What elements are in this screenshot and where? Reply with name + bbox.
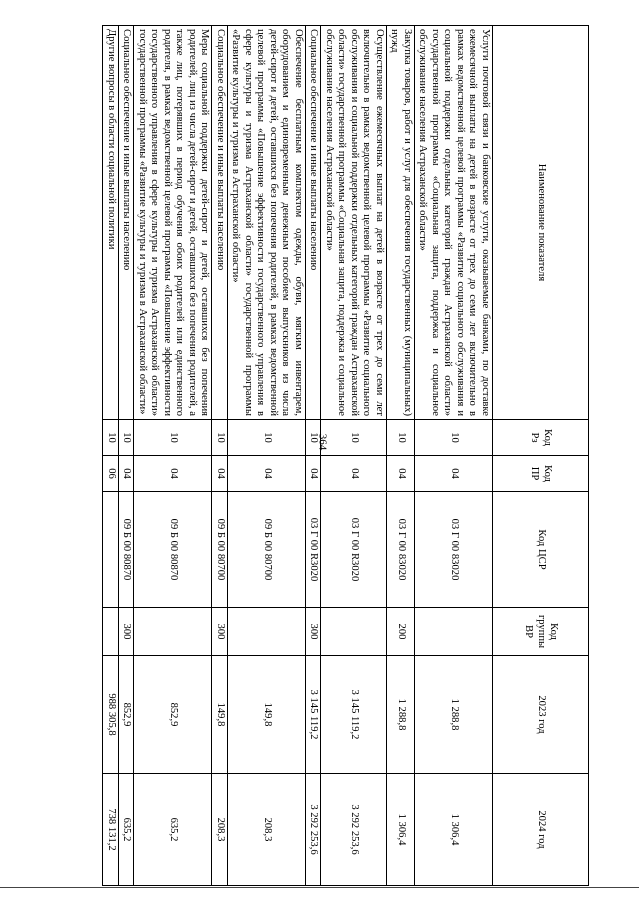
row-pr: 04 — [387, 456, 415, 492]
row-csr: 03 Г 00 R3020 — [321, 492, 387, 608]
row-2023: 1 288,8 — [415, 656, 493, 774]
row-pr: 04 — [119, 456, 135, 492]
row-2023: 1 288,8 — [387, 656, 415, 774]
row-vr — [103, 608, 119, 656]
row-2024: 1 306,4 — [387, 774, 415, 886]
row-csr: 09 Б 00 80700 — [212, 492, 228, 608]
row-pr: 04 — [134, 456, 212, 492]
row-name: Обеспечение бесплатным комплектом одежды, обуви, мягким инвентарем, оборудованием и единовременным денежным пособием выпускников из числа детей-сирот и детей, оставшихся без попечения родителей, в рамках ведомственной целевой программы «Повышение эффективности государственного управления в сфере культуры и туризма Астраханской области» государственной программы «Развитие культуры и туризма в Астраханской области» — [228, 26, 306, 420]
row-name: Закупка товаров, работ и услуг для обеспечения государственных (муниципальных) нужд — [387, 26, 415, 420]
row-2024: 3 292 253,6 — [306, 774, 322, 886]
header-csr: Код ЦСР — [493, 492, 589, 608]
row-pr: 04 — [228, 456, 306, 492]
table-row — [119, 26, 135, 886]
row-vr — [321, 608, 387, 656]
row-2023: 852,9 — [119, 656, 135, 774]
row-2024: 635,2 — [134, 774, 212, 886]
row-name: Другие вопросы в области социальной политики — [103, 26, 119, 420]
row-2023: 3 145 119,2 — [306, 656, 322, 774]
table-row — [228, 26, 306, 886]
row-2023: 149,8 — [212, 656, 228, 774]
row-name: Социальное обеспечение и иные выплаты населению — [306, 26, 322, 420]
header-2024: 2024 год — [493, 774, 589, 886]
row-rz: 10 — [119, 420, 135, 456]
table-row — [212, 26, 228, 886]
row-csr: 09 Б 00 80870 — [119, 492, 135, 608]
row-vr: 300 — [119, 608, 135, 656]
row-csr: 03 Г 00 83020 — [387, 492, 415, 608]
header-name: Наименование показателя — [493, 26, 589, 420]
header-pr: Код ПР — [493, 456, 589, 492]
header-vr: Код группы ВР — [493, 608, 589, 656]
table-row — [134, 26, 212, 886]
row-2023: 3 145 119,2 — [321, 656, 387, 774]
row-rz: 10 — [321, 420, 387, 456]
row-2024: 738 131,2 — [103, 774, 119, 886]
row-csr: 09 Б 00 80870 — [134, 492, 212, 608]
row-rz: 10 — [306, 420, 322, 456]
table-header-row — [493, 26, 589, 886]
table-row — [321, 26, 387, 886]
row-vr: 300 — [306, 608, 322, 656]
row-vr — [415, 608, 493, 656]
table-row — [387, 26, 415, 886]
row-2024: 635,2 — [119, 774, 135, 886]
row-csr: 09 Б 00 80700 — [228, 492, 306, 608]
row-name: Осуществление ежемесячных выплат на детей в возрасте от трех до семи лет включительно в рамках ведомственной целевой программы «Развитие социального обслуживания и социальной поддержки отдельных категорий граждан Астраханской области» государственной программы «Социальная защита, поддержка и социальное обслуживание населения Астраханской области» — [321, 26, 387, 420]
row-name: Социальное обеспечение и иные выплаты населению — [212, 26, 228, 420]
row-vr — [134, 608, 212, 656]
row-2023: 149,8 — [228, 656, 306, 774]
table-row — [415, 26, 493, 886]
row-pr: 06 — [103, 456, 119, 492]
rotated-table-container — [69, 25, 589, 885]
row-pr: 04 — [306, 456, 322, 492]
row-name: Социальное обеспечение и иные выплаты населению — [119, 26, 135, 420]
row-csr — [103, 492, 119, 608]
header-rz: Код Рз — [493, 420, 589, 456]
table-row — [306, 26, 322, 886]
row-2024: 3 292 253,6 — [321, 774, 387, 886]
row-2023: 852,9 — [134, 656, 212, 774]
page-bottom-rule — [0, 887, 639, 888]
page-number: 364 — [316, 433, 329, 451]
table-row — [103, 26, 119, 886]
row-rz: 10 — [103, 420, 119, 456]
row-2024: 1 306,4 — [415, 774, 493, 886]
header-2023: 2023 год — [493, 656, 589, 774]
row-pr: 04 — [321, 456, 387, 492]
row-vr — [228, 608, 306, 656]
budget-table — [103, 25, 590, 886]
row-rz: 10 — [228, 420, 306, 456]
row-vr: 200 — [387, 608, 415, 656]
row-rz: 10 — [212, 420, 228, 456]
row-vr: 300 — [212, 608, 228, 656]
row-pr: 04 — [415, 456, 493, 492]
row-csr: 03 Г 00 83020 — [415, 492, 493, 608]
row-2024: 208,3 — [212, 774, 228, 886]
row-rz: 10 — [415, 420, 493, 456]
row-csr: 03 Г 00 R3020 — [306, 492, 322, 608]
row-rz: 10 — [387, 420, 415, 456]
row-2024: 208,3 — [228, 774, 306, 886]
row-rz: 10 — [134, 420, 212, 456]
row-2023: 988 305,8 — [103, 656, 119, 774]
row-name: Услуги почтовой связи и банковские услуги, оказываемые банками, по доставке ежемесячной выплаты на детей в возрасте от трех до семи лет включительно в рамках ведомственной целевой программы «Развитие социального обслуживания и социальной поддержки отдельных категорий граждан Астраханской области» государственной программы «Социальная защита, поддержка и социальное обслуживание населения Астраханской области» — [415, 26, 493, 420]
row-name: Меры социальной поддержки детей-сирот и детей, оставшихся без попечения родителей, лиц из числа детей-сирот и детей, оставшихся без попечения родителей, а также лиц, потерявших в период обучения обоих родителей или единственного родителя, в рамках ведомственной целевой программы «Повышение эффективности государственного управления в сфере культуры и туризма Астраханской области» государственной программы «Развитие культуры и туризма в Астраханской области» — [134, 26, 212, 420]
row-pr: 04 — [212, 456, 228, 492]
